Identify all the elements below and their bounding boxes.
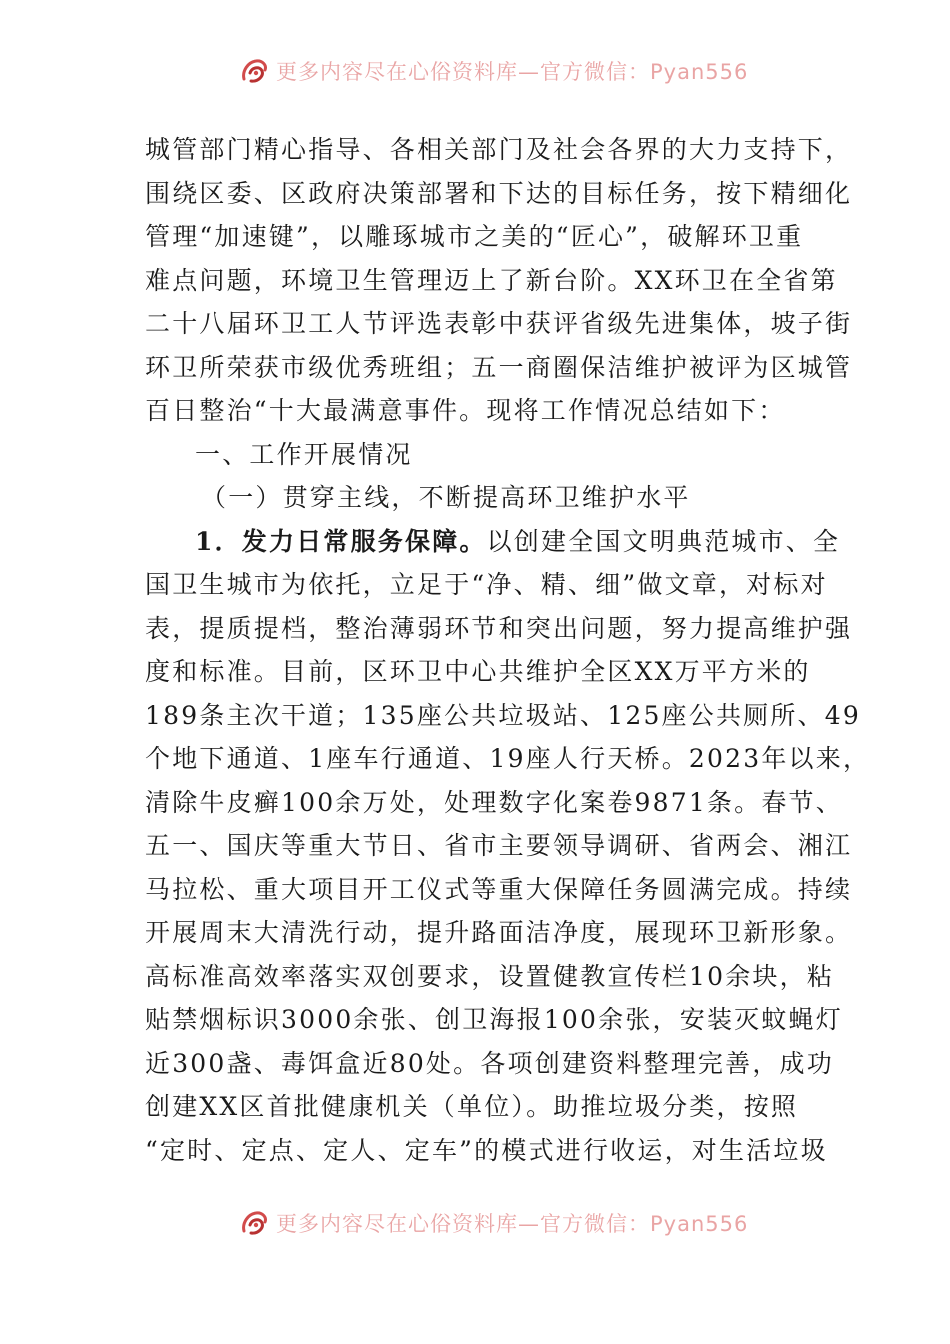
document-body	[145, 128, 871, 1172]
body-line: 贴禁烟标识3000余张、创卫海报100余张，安装灭蚊蝇灯	[145, 1005, 843, 1034]
body-line: 创建XX区首批健康机关（单位）。助推垃圾分类，按照	[145, 1092, 799, 1121]
body-line: 国卫生城市为依托，立足于“净、精、细”做文章，对标对	[145, 570, 828, 599]
body-line: 189条主次干道；135座公共垃圾站、125座公共厕所、49	[145, 700, 861, 730]
watermark-footer-text: 更多内容尽在心俗资料库—官方微信：Pyan556	[276, 1212, 749, 1236]
body-line: 表，提质提档，整治薄弱环节和突出问题，努力提高维护强	[145, 613, 853, 643]
red-brand-logo-icon	[240, 1209, 270, 1237]
paragraph-1-lead: 1．发力日常服务保障。	[195, 526, 487, 556]
watermark-header-text: 更多内容尽在心俗资料库—官方微信：Pyan556	[276, 60, 749, 84]
body-line: 开展周末大清洗行动，提升路面洁净度，展现环卫新形象。	[145, 918, 853, 947]
body-line: 近300盏、毒饵盒近80处。各项创建资料整理完善，成功	[145, 1048, 834, 1078]
body-line: 城管部门精心指导、各相关部门及社会各界的大力支持下，	[145, 135, 853, 164]
body-line: 个地下通道、1座车行通道、19座人行天桥。2023年以来，	[145, 744, 871, 773]
body-line: 百日整治“十大最满意事件。现将工作情况总结如下：	[145, 396, 786, 425]
section-heading-2: （一）贯穿主线，不断提高环卫维护水平	[201, 483, 691, 512]
body-line: 围绕区委、区政府决策部署和下达的目标任务，按下精细化	[145, 178, 853, 208]
paragraph-1-first-line	[145, 520, 841, 564]
section-heading-1: 一、工作开展情况	[195, 439, 413, 469]
body-line: 度和标准。目前，区环卫中心共维护全区XX万平方米的	[145, 657, 811, 686]
body-line: 二十八届环卫工人节评选表彰中获评省级先进集体，坡子街	[145, 309, 853, 338]
body-line: “定时、定点、定人、定车”的模式进行收运，对生活垃圾	[145, 1135, 828, 1165]
red-brand-logo-icon	[240, 57, 270, 85]
body-line: 环卫所荣获市级优秀班组；五一商圈保洁维护被评为区城管	[145, 352, 853, 382]
body-line: 难点问题，环境卫生管理迈上了新台阶。XX环卫在全省第	[145, 265, 838, 295]
body-line: 清除牛皮癣100余万处，处理数字化案卷9871条。春节、	[145, 787, 843, 817]
paragraph-1-first-rest: 以创建全国文明典范城市、全	[486, 526, 841, 556]
watermark-header	[240, 56, 748, 86]
body-line: 管理“加速键”，以雕琢城市之美的“匠心”，破解环卫重	[145, 222, 804, 251]
body-line: 马拉松、重大项目开工仪式等重大保障任务圆满完成。持续	[145, 874, 853, 904]
body-line: 高标准高效率落实双创要求，设置健教宣传栏10余块，粘	[145, 961, 835, 991]
watermark-footer	[240, 1208, 748, 1238]
body-line: 五一、国庆等重大节日、省市主要领导调研、省两会、湘江	[145, 831, 853, 860]
